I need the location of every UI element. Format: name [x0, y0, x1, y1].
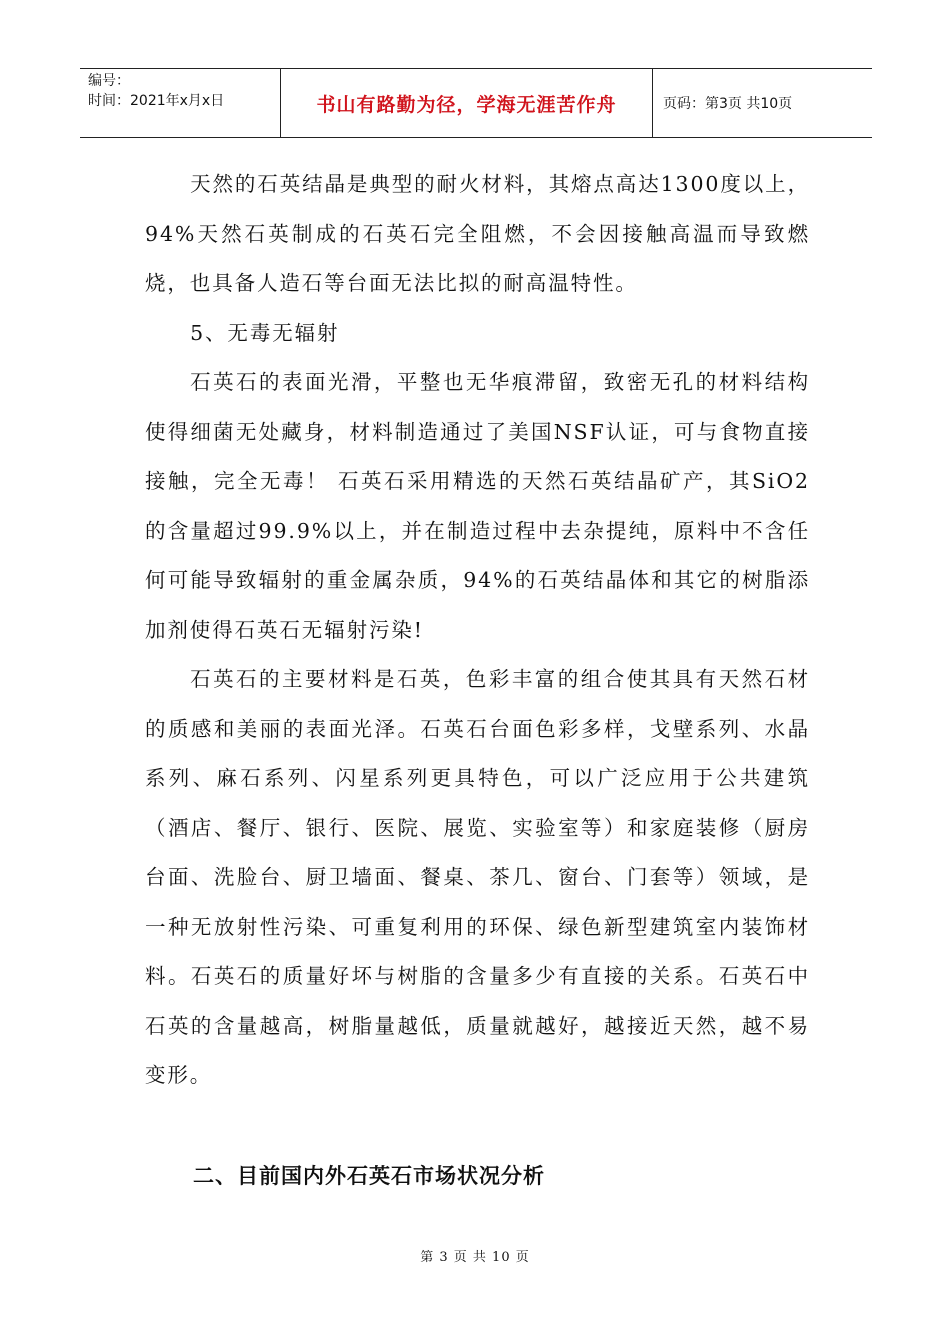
subheading-non-toxic: 5、无毒无辐射 — [190, 320, 340, 345]
page-footer: 第 3 页 共 10 页 — [420, 1250, 530, 1265]
header-motto: 书山有路勤为径，学海无涯苦作舟 — [281, 69, 653, 137]
page-header — [80, 68, 872, 138]
section-heading: 二、目前国内外石英石市场状况分析 — [193, 1164, 545, 1188]
header-page-info: 页码：第3页 共10页 — [663, 96, 793, 112]
header-meta — [80, 69, 281, 137]
paragraph-materials: 石英石的主要材料是石英，色彩丰富的组合使其具有天然石材的质感和美丽的表面光泽。石英石台面色彩多样，戈壁系列、水晶系列、麻石系列、闪星系列更具特色，可以广泛应用于公共建筑（酒店、餐厅、银行、医院、展览、实验室等）和家庭装修（厨房台面、洗脸台、厨卫墙面、餐桌、茶几、窗台、门套等）领域，是一种无放射性污染、可重复利用的环保、绿色新型建筑室内装饰材料。石英石的质量好坏与树脂的含量多少有直接的关系。石英石中石英的含量越高，树脂量越低，质量就越好，越接近天然，越不易变形。 — [145, 667, 810, 1087]
header-code-label: 编号： — [88, 73, 130, 89]
paragraph-non-toxic: 石英石的表面光滑，平整也无华痕滞留，致密无孔的材料结构使得细菌无处藏身，材料制造通过了美国NSF认证，可与食物直接接触，完全无毒！ 石英石采用精选的天然石英结晶矿产，其SiO2的含量超过99.9%以上，并在制造过程中去杂提纯，原料中不含任何可能导致辐射的重金属杂质，94%的石英结晶体和其它的树脂添加剂使得石英石无辐射污染! — [145, 370, 810, 642]
paragraph-fire-resistance: 天然的石英结晶是典型的耐火材料，其熔点高达1300度以上，94%天然石英制成的石英石完全阻燃，不会因接触高温而导致燃烧，也具备人造石等台面无法比拟的耐高温特性。 — [145, 172, 810, 295]
document-body — [145, 160, 810, 1101]
header-time-label: 时间：2021年x月x日 — [88, 93, 225, 109]
